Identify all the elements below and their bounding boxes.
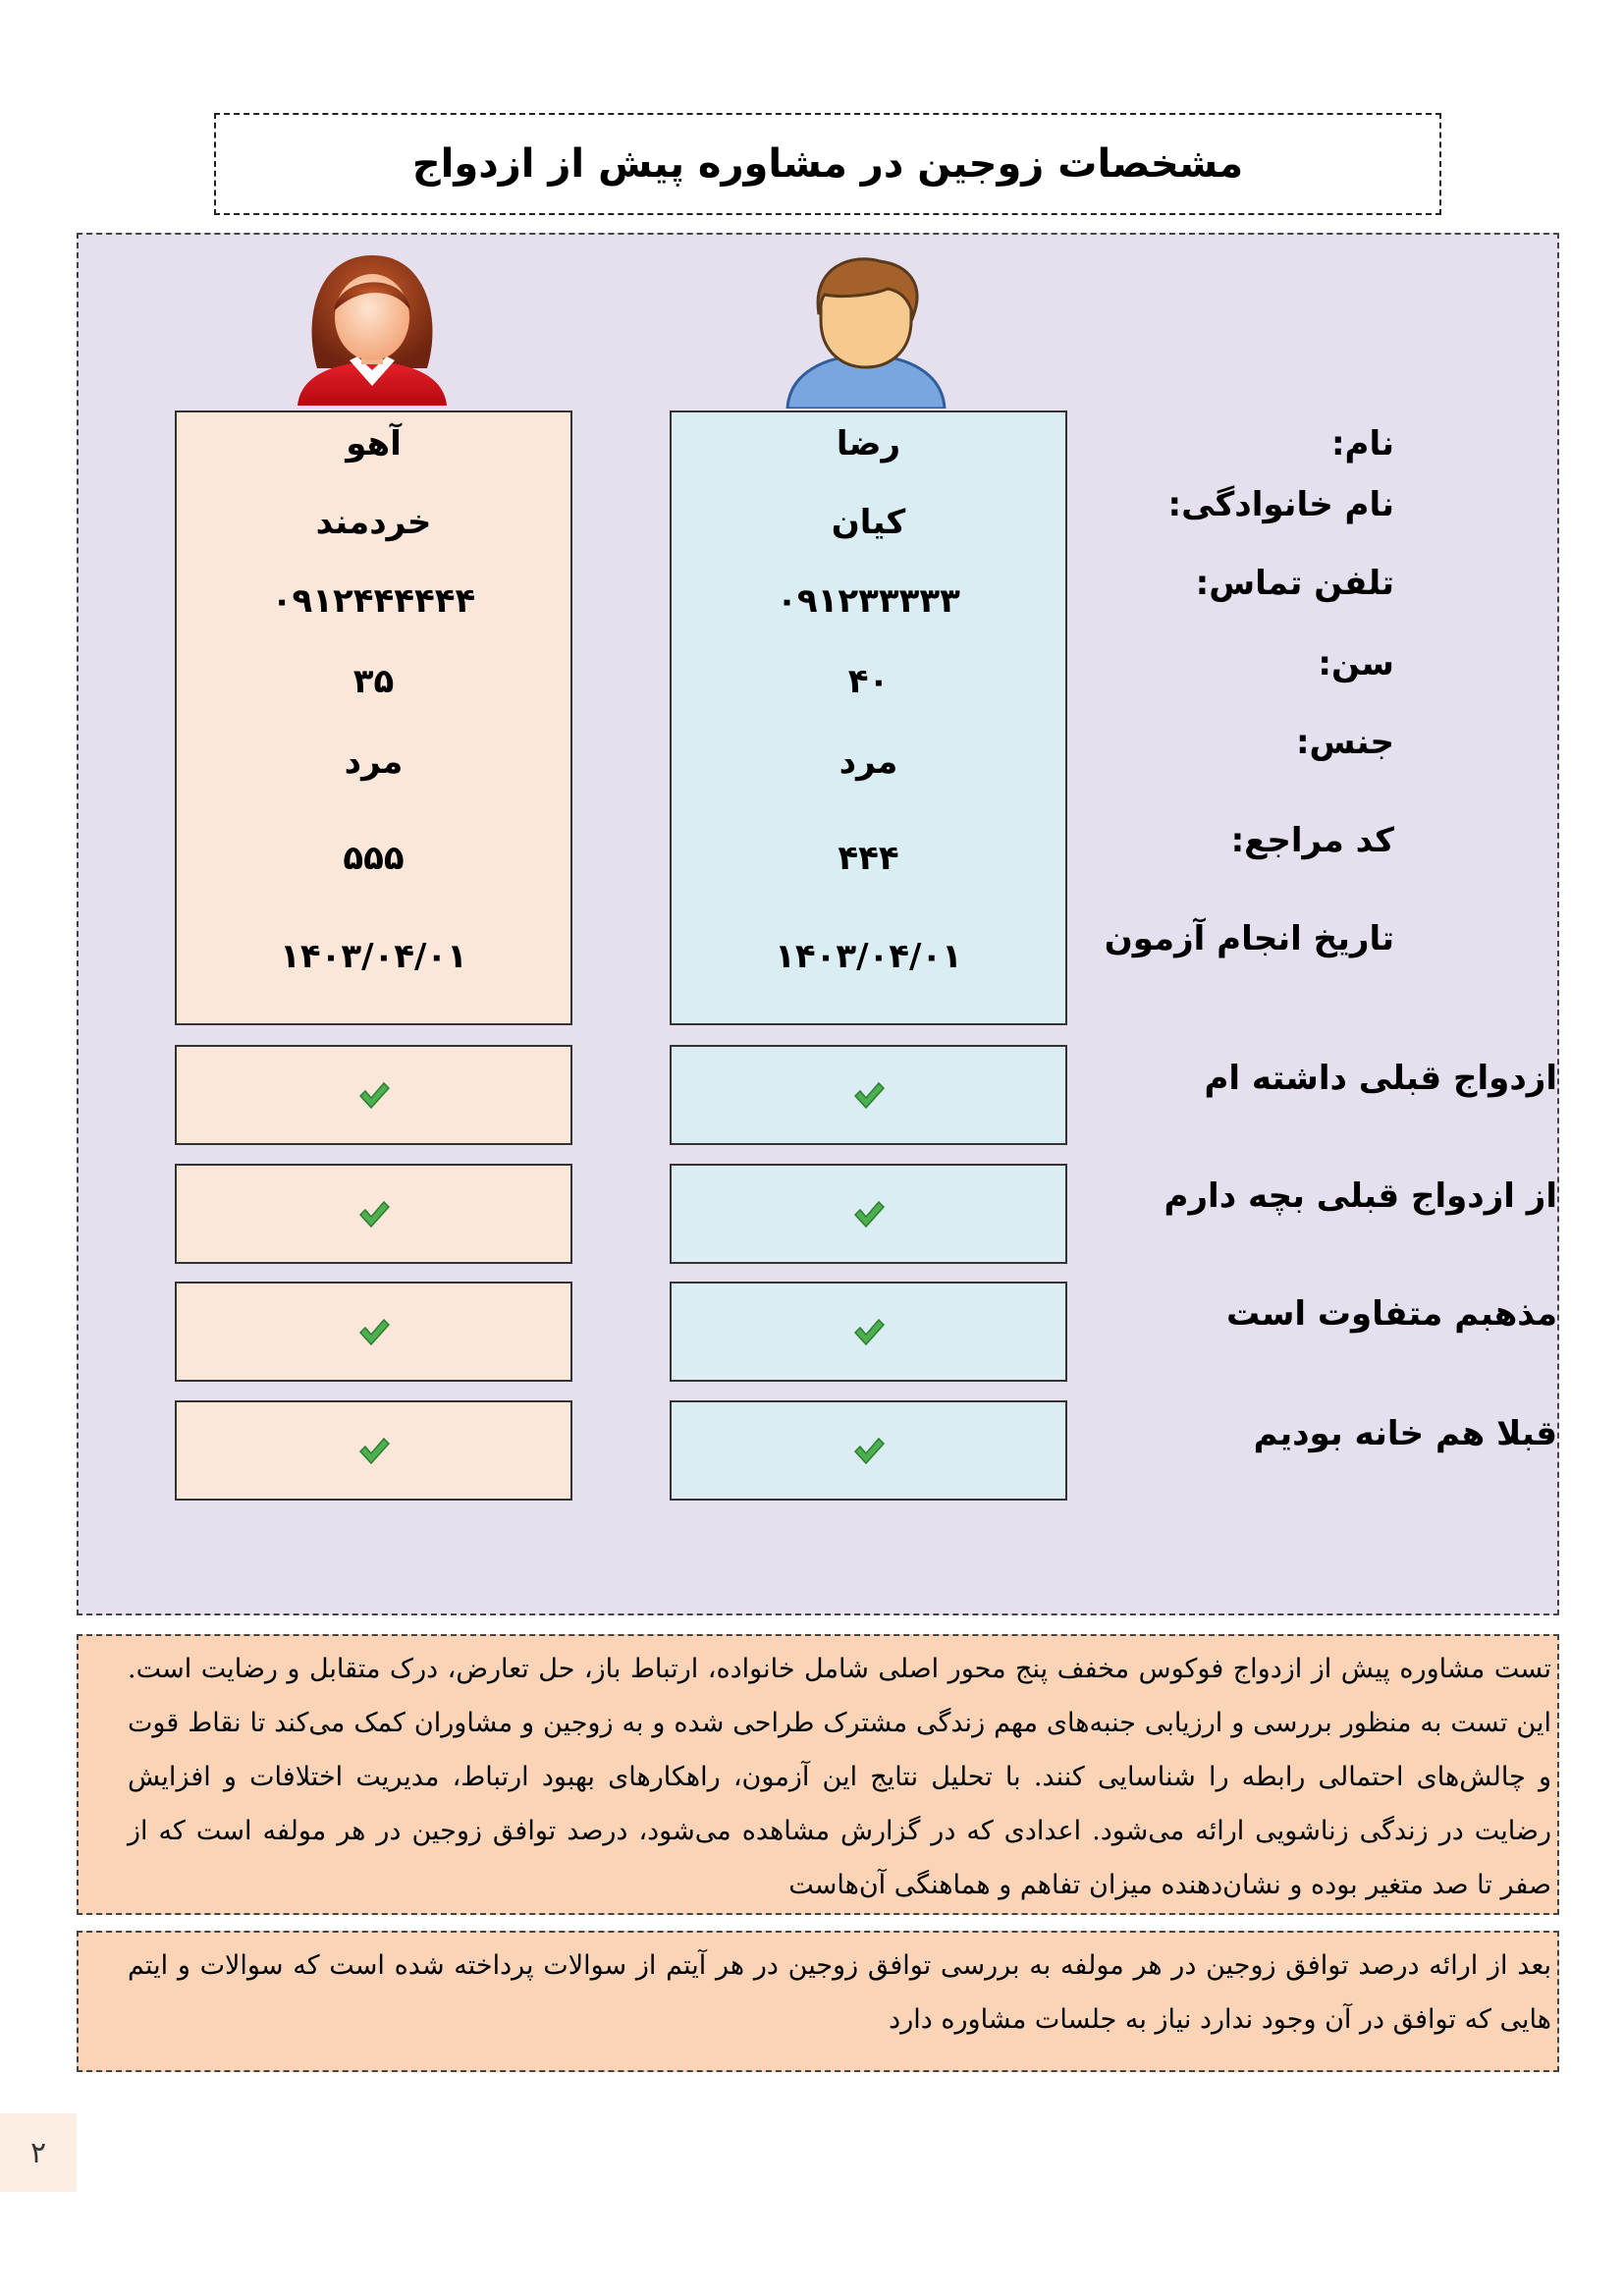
note-text: بعد از ارائه درصد توافق زوجین در هر مولفه به بررسی توافق زوجین در هر آیتم از سوالات پرداخته شده است که سوالات و ایتم هایی که توافق در آن وجود ندارد نیاز به جلسات مشاوره دارد xyxy=(128,1950,1551,2035)
female-answer-3 xyxy=(175,1282,572,1382)
page-number: ۲ xyxy=(0,2113,77,2192)
page-title: مشخصات زوجین در مشاوره پیش از ازدواج xyxy=(411,141,1244,187)
label-code: کد مراجع: xyxy=(1230,821,1394,860)
male-answer-3 xyxy=(670,1282,1067,1382)
male-code: ۴۴۴ xyxy=(838,839,899,878)
check-icon xyxy=(853,1199,885,1229)
male-info-column xyxy=(670,410,1067,1025)
label-gender: جنس: xyxy=(1295,723,1394,762)
male-answer-2 xyxy=(670,1164,1067,1264)
description-text: تست مشاوره پیش از ازدواج فوکوس مخفف پنج محور اصلی شامل خانواده، ارتباط باز، حل تعارض، درک متقابل و رضایت است. این تست به منظور بررسی و ارزیابی جنبه‌های مهم زندگی مشترک طراحی شده و به زوجین و مشاوران کمک می‌کند تا نقاط قوت و چالش‌های احتمالی رابطه را شناسایی کنند. با تحلیل نتایج این آزمون، راهکارهای بهبود ارتباط، مدیریت اختلافات و افزایش رضایت در زندگی زناشویی ارائه می‌شود. اعدادی که در گزارش مشاهده می‌شود، درصد توافق زوجین در هر مولفه است که از صفر تا صد متغیر بوده و نشان‌دهنده میزان تفاهم و هماهنگی آن‌هاست xyxy=(128,1654,1551,1900)
male-avatar-icon xyxy=(785,255,947,409)
male-answer-1 xyxy=(670,1045,1067,1145)
note-box xyxy=(77,1931,1559,2072)
female-code: ۵۵۵ xyxy=(343,839,405,878)
question-label: از ازدواج قبلی بچه دارم xyxy=(1164,1176,1557,1216)
male-phone: ۰۹۱۲۳۳۳۳۳ xyxy=(777,581,960,621)
title-box xyxy=(214,113,1441,215)
label-test-date: تاریخ انجام آزمون xyxy=(1104,919,1394,958)
question-label: مذهبم متفاوت است xyxy=(1225,1294,1557,1334)
male-family: کیان xyxy=(831,503,906,542)
male-name: رضا xyxy=(836,424,901,464)
female-answer-1 xyxy=(175,1045,572,1145)
female-phone: ۰۹۱۲۴۴۴۴۴۴ xyxy=(271,581,476,621)
check-icon xyxy=(853,1436,885,1465)
female-answer-2 xyxy=(175,1164,572,1264)
check-icon xyxy=(358,1317,390,1346)
description-box xyxy=(77,1634,1559,1915)
female-answer-4 xyxy=(175,1400,572,1501)
female-name: آهو xyxy=(346,424,402,464)
male-test-date: ۱۴۰۳/۰۴/۰۱ xyxy=(775,937,962,976)
check-icon xyxy=(358,1199,390,1229)
male-age: ۴۰ xyxy=(847,662,890,701)
female-age: ۳۵ xyxy=(352,662,395,701)
label-age: سن: xyxy=(1318,644,1394,683)
check-icon xyxy=(853,1080,885,1110)
female-avatar-icon xyxy=(293,250,452,408)
label-name: نام: xyxy=(1330,424,1394,464)
label-phone: تلفن تماس: xyxy=(1195,564,1394,603)
question-label: ازدواج قبلی داشته ام xyxy=(1204,1059,1557,1098)
female-gender: مرد xyxy=(344,742,404,782)
male-gender: مرد xyxy=(839,742,898,782)
check-icon xyxy=(358,1436,390,1465)
check-icon xyxy=(358,1080,390,1110)
label-family: نام خانوادگی: xyxy=(1167,485,1394,524)
male-answer-4 xyxy=(670,1400,1067,1501)
female-test-date: ۱۴۰۳/۰۴/۰۱ xyxy=(280,937,467,976)
check-icon xyxy=(853,1317,885,1346)
female-family: خردمند xyxy=(315,503,432,542)
female-info-column xyxy=(175,410,572,1025)
question-label: قبلا هم خانه بودیم xyxy=(1253,1414,1557,1453)
